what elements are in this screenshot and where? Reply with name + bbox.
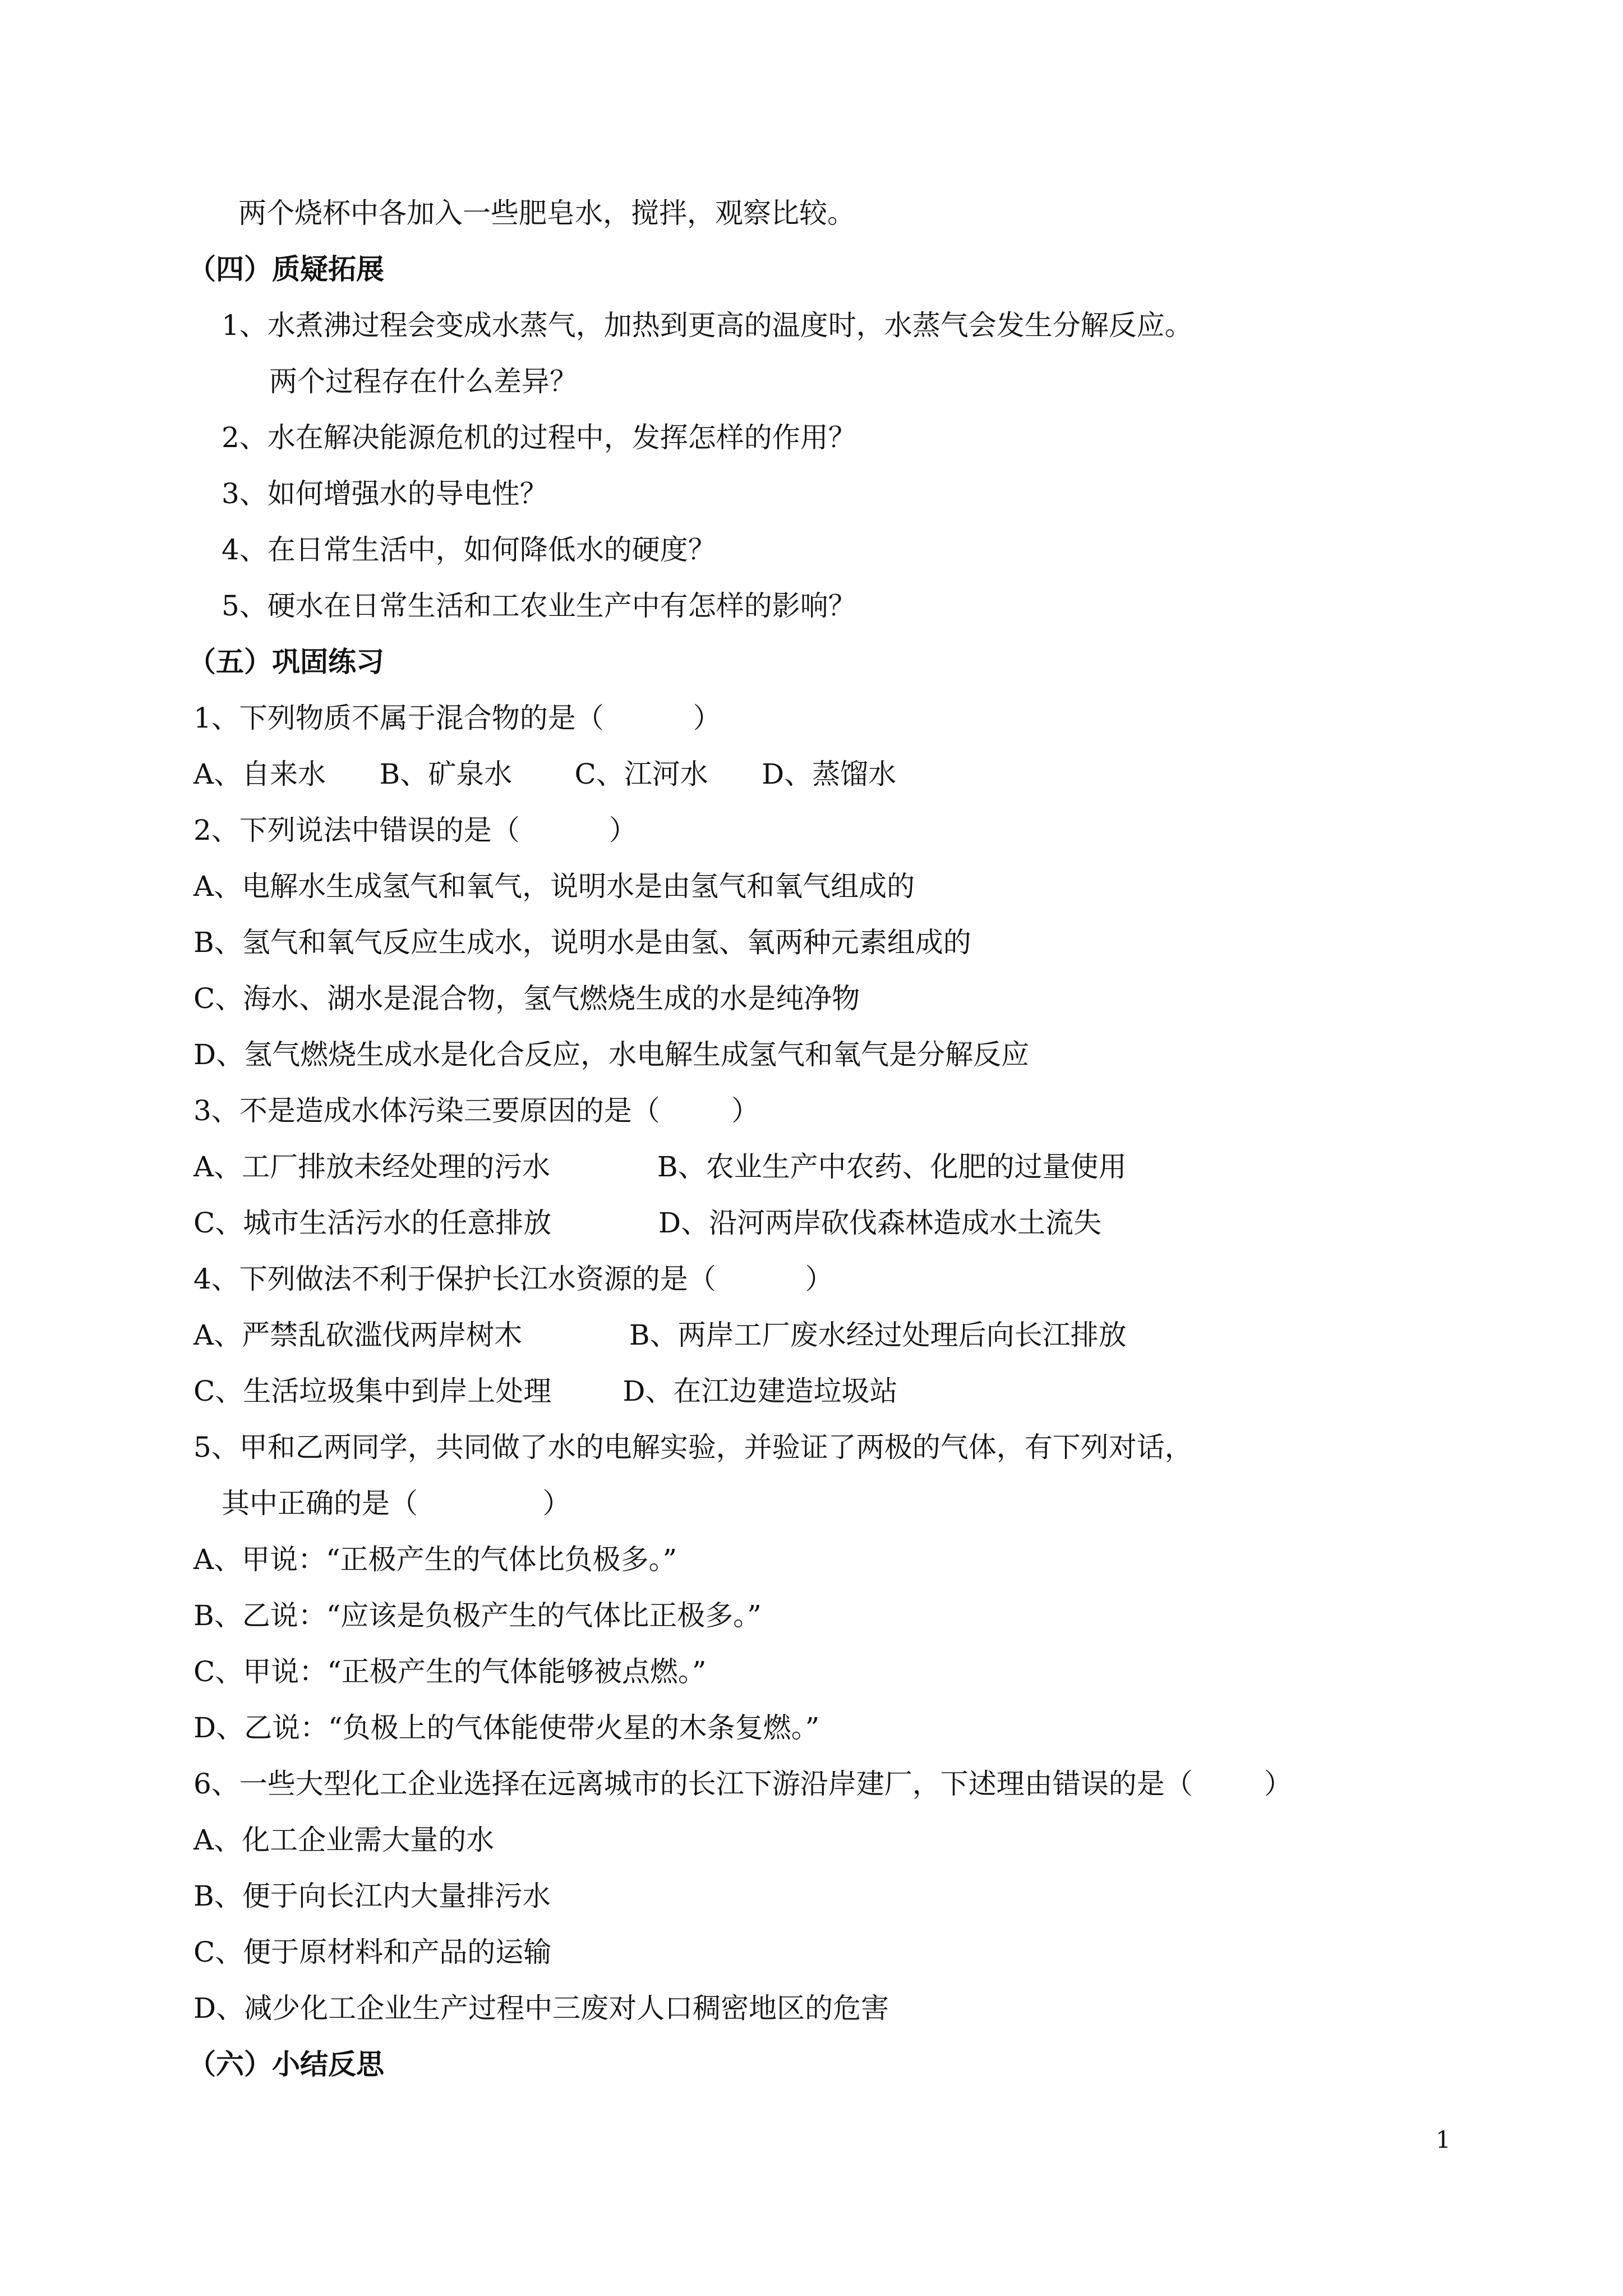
exercise-options: A、自来水 B、矿泉水 C、江河水 D、蒸馏水 [193,758,897,790]
exercise-question: 4、下列做法不利于保护长江水资源的是（ ） [193,1263,833,1295]
exercise-option: A、化工企业需大量的水 [193,1824,495,1856]
exercise-options: C、生活垃圾集中到岸上处理 D、在江边建造垃圾站 [193,1375,898,1407]
exercise-option: A、甲说：“正极产生的气体比负极多。” [193,1543,677,1576]
question-item-continuation: 两个过程存在什么差异？ [269,365,578,398]
question-item: 2、水在解决能源危机的过程中，发挥怎样的作用？ [222,421,856,454]
question-item: 4、在日常生活中，如何降低水的硬度？ [222,533,716,566]
section-heading: （四）质疑拓展 [188,252,384,286]
exercise-question: 5、甲和乙两同学，共同做了水的电解实验，并验证了两极的气体，有下列对话， [193,1431,1193,1464]
exercise-options: A、严禁乱砍滥伐两岸树木 B、两岸工厂废水经过处理后向长江排放 [193,1319,1127,1351]
exercise-option: D、乙说：“负极上的气体能使带火星的木条复燃。” [193,1711,820,1744]
exercise-option: B、乙说：“应该是负极产生的气体比正极多。” [193,1599,762,1632]
exercise-question: 3、不是造成水体污染三要原因的是（ ） [193,1094,759,1127]
question-item: 1、水煮沸过程会变成水蒸气，加热到更高的温度时，水蒸气会发生分解反应。 [222,309,1193,342]
exercise-question: 1、下列物质不属于混合物的是（ ） [193,702,721,734]
section-heading: （六）小结反思 [188,2047,384,2081]
exercise-option: C、甲说：“正极产生的气体能够被点燃。” [193,1655,707,1688]
exercise-option: C、海水、湖水是混合物，氢气燃烧生成的水是纯净物 [193,982,860,1015]
question-item: 3、如何增强水的导电性？ [222,477,548,510]
page-number: 1 [1436,2126,1451,2154]
text-line: 两个烧杯中各加入一些肥皂水，搅拌，观察比较。 [238,197,855,229]
section-heading: （五）巩固练习 [188,645,384,678]
exercise-option: D、减少化工企业生产过程中三废对人口稠密地区的危害 [193,1992,889,2024]
exercise-question: 6、一些大型化工企业选择在远离城市的长江下游沿岸建厂，下述理由错误的是（ ） [193,1768,1292,1800]
exercise-option: A、电解水生成氢气和氧气，说明水是由氢气和氧气组成的 [193,870,915,903]
exercise-option: B、便于向长江内大量排污水 [193,1880,551,1912]
exercise-option: B、氢气和氧气反应生成水，说明水是由氢、氧两种元素组成的 [193,926,971,959]
exercise-option: C、便于原材料和产品的运输 [193,1936,552,1968]
exercise-options: C、城市生活污水的任意排放 D、沿河两岸砍伐森林造成水土流失 [193,1207,1102,1239]
exercise-option: D、氢气燃烧生成水是化合反应，水电解生成氢气和氧气是分解反应 [193,1038,1030,1071]
exercise-options: A、工厂排放未经处理的污水 B、农业生产中农药、化肥的过量使用 [193,1151,1127,1183]
exercise-question-continuation: 其中正确的是（ ） [222,1487,571,1520]
question-item: 5、硬水在日常生活和工农业生产中有怎样的影响？ [222,590,856,622]
exercise-question: 2、下列说法中错误的是（ ） [193,814,637,846]
